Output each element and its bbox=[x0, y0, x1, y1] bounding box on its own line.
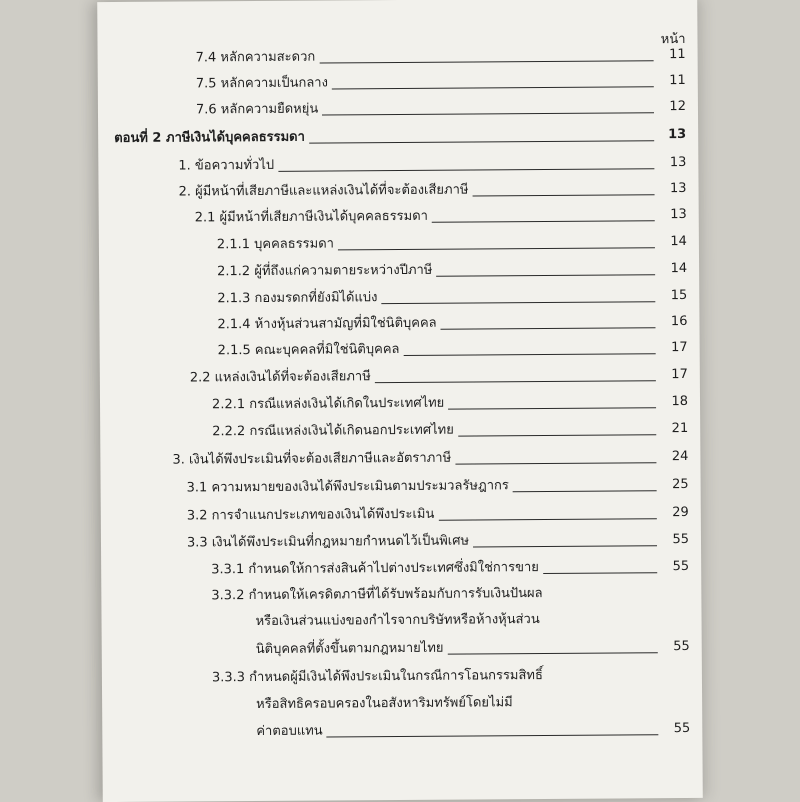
toc-entry-2-1-3 bbox=[217, 283, 687, 312]
leader-line bbox=[403, 353, 655, 356]
toc-entry-2-1-2 bbox=[217, 256, 687, 285]
toc-entry-page: 55 bbox=[673, 720, 691, 737]
toc-entry-page: 25 bbox=[671, 476, 689, 493]
toc-entry-3-3-2-line1: 3.3.2 กำหนดให้เครดิตภาษีที่ได้รับพร้อมกับการรับเงินปันผล bbox=[211, 586, 543, 604]
leader-line bbox=[473, 194, 655, 196]
toc-entry-page: 14 bbox=[670, 260, 688, 277]
toc-entry-title: 2.1.2 ผู้ที่ถึงแก่ความตายระหว่างปีภาษี bbox=[217, 262, 433, 280]
toc-entry-title: 2. ผู้มีหน้าที่เสียภาษีและแหล่งเงินได้ที่จะต้องเสียภาษี bbox=[178, 182, 469, 200]
toc-entry-title: 3.2 การจำแนกประเภทของเงินได้พึงประเมิน bbox=[186, 506, 435, 524]
toc-entry-page: 15 bbox=[670, 287, 688, 304]
toc-entry-page: 55 bbox=[672, 558, 690, 575]
toc-entry-page: 18 bbox=[671, 393, 689, 410]
book-page bbox=[97, 0, 703, 802]
toc-entry-title: 2.2.2 กรณีแหล่งเงินได้เกิดนอกประเทศไทย bbox=[212, 422, 454, 440]
toc-entry-3-3-2-line2: หรือเงินส่วนแบ่งของกำไรจากบริษัทหรือห้างหุ้นส่วน bbox=[255, 612, 540, 630]
toc-entry-title: ค่าตอบแทน bbox=[256, 723, 323, 740]
toc-entry-page: 55 bbox=[673, 638, 690, 655]
page-column-heading: หน้า bbox=[660, 31, 686, 48]
leader-line bbox=[513, 490, 657, 492]
toc-entry-page: 24 bbox=[671, 448, 689, 465]
toc-entry-page: 13 bbox=[669, 180, 687, 197]
leader-line bbox=[432, 220, 655, 223]
toc-entry-7-5 bbox=[196, 68, 686, 97]
leader-line bbox=[436, 274, 655, 277]
leader-line bbox=[441, 327, 656, 329]
toc-entry-page: 55 bbox=[672, 531, 690, 548]
toc-entry-title: 2.1.4 ห้างหุ้นส่วนสามัญที่มิใช่นิติบุคคล bbox=[217, 315, 437, 333]
toc-entry-2-1-4 bbox=[217, 309, 687, 338]
toc-entry-3-3-3-line2: หรือสิทธิครอบครองในอสังหาริมทรัพย์โดยไม่มี bbox=[256, 695, 513, 713]
leader-line bbox=[375, 380, 656, 383]
toc-entry-3-3-3-line1: 3.3.3 กำหนดผู้มีเงินได้พึงประเมินในกรณีการโอนกรรมสิทธิ์ bbox=[211, 668, 543, 686]
leader-line bbox=[448, 652, 658, 654]
toc-entry-page: 13 bbox=[668, 126, 687, 143]
toc-entry-page: 13 bbox=[669, 154, 687, 171]
leader-line bbox=[455, 462, 656, 464]
leader-line bbox=[448, 407, 656, 409]
toc-entry-3-3-1 bbox=[211, 554, 689, 583]
toc-entry-title: 2.2.1 กรณีแหล่งเงินได้เกิดในประเทศไทย bbox=[211, 395, 445, 413]
toc-entry-title: 3.1 ความหมายของเงินได้พึงประเมินตามประมวลรัษฎากร bbox=[186, 478, 509, 496]
toc-entry-page: 11 bbox=[669, 72, 686, 89]
toc-entry-page: 17 bbox=[671, 339, 688, 356]
toc-entry-3-3 bbox=[187, 527, 689, 557]
toc-entry-title: 7.6 หลักความยืดหยุ่น bbox=[195, 101, 319, 118]
toc-entry-2-2-2 bbox=[212, 416, 688, 445]
toc-entry-3-2 bbox=[187, 500, 689, 530]
toc-entry-title: 2.1 ผู้มีหน้าที่เสียภาษีเงินได้บุคคลธรรมดา bbox=[194, 208, 429, 226]
toc-entry-page: 14 bbox=[670, 233, 687, 250]
toc-entry-title: 7.4 หลักความสะดวก bbox=[195, 49, 316, 66]
leader-line bbox=[458, 434, 656, 436]
toc-entry-3-3-2 bbox=[256, 634, 690, 663]
table-of-contents bbox=[97, 0, 703, 802]
toc-entry-page: 21 bbox=[671, 420, 689, 437]
toc-entry-2-2-1 bbox=[212, 389, 688, 418]
toc-entry-1 bbox=[178, 150, 686, 180]
leader-line bbox=[327, 734, 659, 737]
toc-entry-page: 17 bbox=[671, 366, 688, 383]
toc-entry-title: 1. ข้อความทั่วไป bbox=[178, 157, 275, 174]
leader-line bbox=[332, 86, 654, 89]
leader-line bbox=[319, 60, 653, 63]
toc-entry-7-4 bbox=[196, 42, 686, 71]
leader-line bbox=[338, 247, 655, 250]
leader-line bbox=[543, 572, 657, 574]
leader-line bbox=[309, 140, 654, 143]
toc-entry-page: 16 bbox=[670, 313, 688, 330]
toc-entry-7-6 bbox=[196, 94, 686, 123]
toc-entry-page: 12 bbox=[669, 98, 687, 115]
toc-entry-page: 13 bbox=[670, 206, 687, 223]
leader-line bbox=[381, 301, 655, 304]
toc-entry-3-3-3 bbox=[256, 716, 690, 745]
toc-entry-3 bbox=[172, 444, 688, 474]
toc-entry-3-1 bbox=[187, 472, 689, 502]
toc-entry-title: นิติบุคคลที่ตั้งขึ้นตามกฎหมายไทย bbox=[255, 640, 444, 658]
leader-line bbox=[278, 168, 654, 172]
toc-entry-2-1 bbox=[195, 202, 687, 231]
toc-entry-title: 7.5 หลักความเป็นกลาง bbox=[195, 75, 328, 92]
toc-entry-title: 3. เงินได้พึงประเมินที่จะต้องเสียภาษีและอัตราภาษี bbox=[172, 450, 452, 468]
toc-entry-title: 3.3 เงินได้พึงประเมินที่กฎหมายกำหนดไว้เป็นพิเศษ bbox=[186, 533, 470, 551]
toc-entry-2 bbox=[178, 176, 686, 206]
toc-entry-2-1-5 bbox=[218, 335, 688, 364]
toc-entry-title: 3.3.1 กำหนดให้การส่งสินค้าไปต่างประเทศซึ่งมิใช่การขาย bbox=[211, 560, 539, 578]
leader-line bbox=[438, 518, 656, 521]
toc-entry-page: 29 bbox=[672, 504, 689, 521]
toc-entry-page: 11 bbox=[668, 46, 686, 63]
toc-part-2-heading bbox=[114, 122, 686, 152]
toc-entry-title: ตอนที่ 2 ภาษีเงินได้บุคคลธรรมดา bbox=[114, 129, 305, 146]
toc-entry-title: 2.1.1 บุคคลธรรมดา bbox=[216, 236, 335, 253]
leader-line bbox=[473, 545, 657, 547]
toc-entry-title: 2.1.3 กองมรดกที่ยังมิได้แบ่ง bbox=[217, 290, 378, 307]
leader-line bbox=[322, 112, 654, 115]
toc-entry-2-2 bbox=[190, 362, 688, 391]
toc-entry-title: 2.1.5 คณะบุคคลที่มิใช่นิติบุคคล bbox=[217, 342, 400, 359]
toc-entry-title: 2.2 แหล่งเงินได้ที่จะต้องเสียภาษี bbox=[189, 369, 371, 386]
toc-entry-2-1-1 bbox=[217, 229, 687, 258]
